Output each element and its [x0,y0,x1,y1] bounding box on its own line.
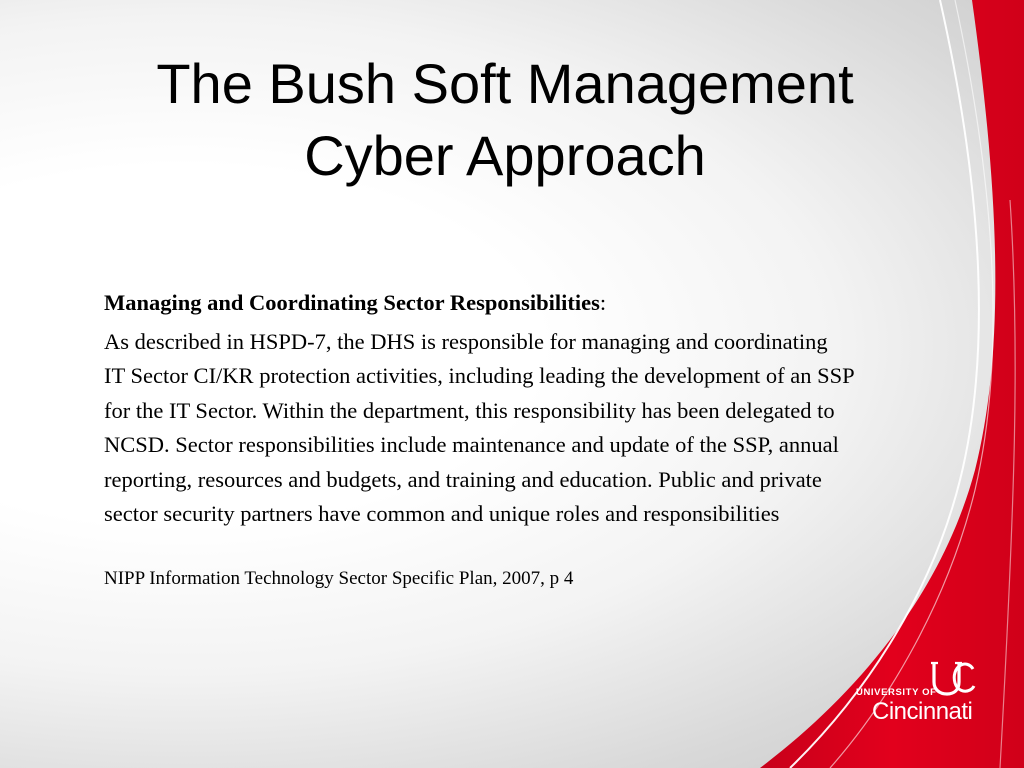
section-heading-colon: : [599,290,607,315]
logo-line-cincinnati: Cincinnati [872,698,973,725]
body-paragraph: As described in HSPD-7, the DHS is responsible for managing and coordinating IT Sector CI/KR protection activities, including leading the development of an SSP for the IT Sector. Within the department, this responsibility has been delegated to NCSD. Sector responsibilities include maintenance and update of the SSP, annual reporting, resources and budgets, and training and education. Public and private sector security partners have common and unique roles and responsibilities [104,328,854,526]
section-heading-text: Managing and Coordinating Sector Responsibilities [104,290,600,315]
uc-monogram-icon [930,660,976,698]
slide-title [60,48,950,192]
title-line-2: Cyber Approach [304,124,706,187]
title-line-1: The Bush Soft Management [156,52,854,115]
university-logo [852,660,992,730]
section-heading [104,286,854,321]
logo-line-university: UNIVERSITY OF [856,687,937,698]
slide-body [104,286,854,596]
citation: NIPP Information Technology Sector Specific Plan, 2007, p 4 [104,567,574,589]
